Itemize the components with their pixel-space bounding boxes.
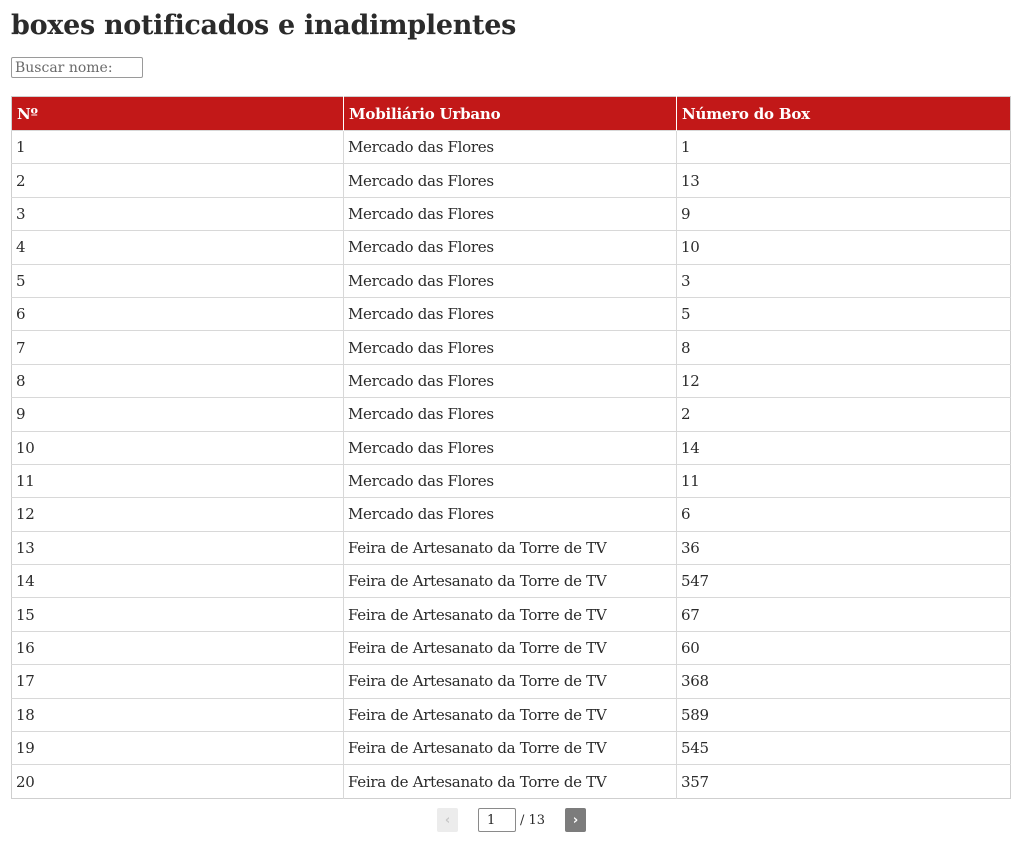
- cell-box-number: 545: [677, 732, 1011, 765]
- cell-mobiliario: Mercado das Flores: [344, 131, 677, 164]
- table-row: [12, 698, 1011, 731]
- table-body: [12, 131, 1011, 799]
- cell-mobiliario: Mercado das Flores: [344, 297, 677, 330]
- table-row: [12, 598, 1011, 631]
- table-row: [12, 531, 1011, 564]
- cell-number: 19: [12, 732, 344, 765]
- cell-box-number: 3: [677, 264, 1011, 297]
- cell-mobiliario: Feira de Artesanato da Torre de TV: [344, 665, 677, 698]
- pagination: [437, 808, 586, 832]
- table-header: [12, 97, 1011, 131]
- cell-box-number: 5: [677, 297, 1011, 330]
- cell-number: 10: [12, 431, 344, 464]
- cell-mobiliario: Feira de Artesanato da Torre de TV: [344, 698, 677, 731]
- table-row: [12, 297, 1011, 330]
- cell-mobiliario: Mercado das Flores: [344, 364, 677, 397]
- cell-box-number: 589: [677, 698, 1011, 731]
- table-row: [12, 231, 1011, 264]
- cell-box-number: 13: [677, 164, 1011, 197]
- table-row: [12, 264, 1011, 297]
- cell-box-number: 2: [677, 398, 1011, 431]
- cell-mobiliario: Feira de Artesanato da Torre de TV: [344, 732, 677, 765]
- table-row: [12, 498, 1011, 531]
- cell-number: 8: [12, 364, 344, 397]
- previous-page-button[interactable]: ‹: [437, 808, 458, 832]
- table-row: [12, 464, 1011, 497]
- cell-box-number: 547: [677, 565, 1011, 598]
- cell-box-number: 368: [677, 665, 1011, 698]
- table-row: [12, 565, 1011, 598]
- cell-box-number: 9: [677, 197, 1011, 230]
- cell-box-number: 60: [677, 631, 1011, 664]
- table-header-row: [12, 97, 1011, 131]
- cell-number: 20: [12, 765, 344, 798]
- cell-mobiliario: Feira de Artesanato da Torre de TV: [344, 531, 677, 564]
- column-header-box-number[interactable]: Número do Box: [682, 104, 810, 123]
- cell-number: 4: [12, 231, 344, 264]
- cell-mobiliario: Mercado das Flores: [344, 197, 677, 230]
- table-row: [12, 398, 1011, 431]
- cell-box-number: 1: [677, 131, 1011, 164]
- cell-mobiliario: Feira de Artesanato da Torre de TV: [344, 598, 677, 631]
- cell-box-number: 6: [677, 498, 1011, 531]
- cell-mobiliario: Mercado das Flores: [344, 431, 677, 464]
- cell-mobiliario: Mercado das Flores: [344, 164, 677, 197]
- cell-number: 18: [12, 698, 344, 731]
- cell-number: 17: [12, 665, 344, 698]
- column-header-number[interactable]: Nº: [12, 97, 344, 131]
- cell-number: 11: [12, 464, 344, 497]
- table-row: [12, 164, 1011, 197]
- next-page-button[interactable]: ›: [565, 808, 586, 832]
- cell-number: 16: [12, 631, 344, 664]
- table-row: [12, 765, 1011, 798]
- table-row: [12, 631, 1011, 664]
- table-row: [12, 665, 1011, 698]
- cell-number: 1: [12, 131, 344, 164]
- cell-number: 15: [12, 598, 344, 631]
- table-row: [12, 364, 1011, 397]
- cell-mobiliario: Mercado das Flores: [344, 498, 677, 531]
- cell-mobiliario: Mercado das Flores: [344, 231, 677, 264]
- boxes-table: [11, 96, 1011, 799]
- cell-number: 3: [12, 197, 344, 230]
- column-header-mobiliario[interactable]: Mobiliário Urbano: [344, 97, 677, 131]
- cell-number: 14: [12, 565, 344, 598]
- cell-box-number: 12: [677, 364, 1011, 397]
- cell-box-number: 357: [677, 765, 1011, 798]
- page-number-input[interactable]: [478, 808, 516, 832]
- cell-box-number: 14: [677, 431, 1011, 464]
- table-row: [12, 732, 1011, 765]
- total-pages-label: / 13: [520, 812, 546, 828]
- cell-number: 12: [12, 498, 344, 531]
- table-row: [12, 131, 1011, 164]
- cell-mobiliario: Feira de Artesanato da Torre de TV: [344, 631, 677, 664]
- cell-box-number: 11: [677, 464, 1011, 497]
- boxes-table-container: [11, 96, 1010, 799]
- cell-mobiliario: Mercado das Flores: [344, 464, 677, 497]
- table-row: [12, 197, 1011, 230]
- cell-box-number: 10: [677, 231, 1011, 264]
- cell-mobiliario: Feira de Artesanato da Torre de TV: [344, 765, 677, 798]
- cell-number: 13: [12, 531, 344, 564]
- table-row: [12, 331, 1011, 364]
- cell-box-number: 8: [677, 331, 1011, 364]
- cell-number: 2: [12, 164, 344, 197]
- cell-number: 5: [12, 264, 344, 297]
- page-title: boxes notificados e inadimplentes: [11, 10, 516, 41]
- cell-mobiliario: Mercado das Flores: [344, 398, 677, 431]
- cell-number: 7: [12, 331, 344, 364]
- cell-mobiliario: Feira de Artesanato da Torre de TV: [344, 565, 677, 598]
- table-row: [12, 431, 1011, 464]
- cell-number: 6: [12, 297, 344, 330]
- search-input[interactable]: [11, 57, 143, 78]
- cell-number: 9: [12, 398, 344, 431]
- cell-box-number: 36: [677, 531, 1011, 564]
- cell-mobiliario: Mercado das Flores: [344, 264, 677, 297]
- cell-box-number: 67: [677, 598, 1011, 631]
- cell-mobiliario: Mercado das Flores: [344, 331, 677, 364]
